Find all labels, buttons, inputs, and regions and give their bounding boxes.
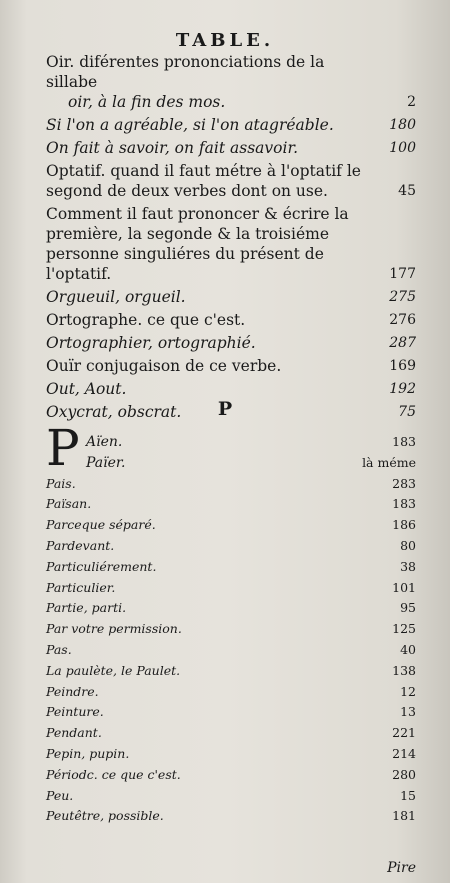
page-number: 138 bbox=[392, 662, 416, 678]
entry-text: Optatif. quand il faut métre à l'optatif le segond de deux verbes dont on use. bbox=[46, 162, 361, 200]
entry-text: Partie, parti. bbox=[46, 600, 127, 616]
index-entry bbox=[46, 598, 416, 619]
index-entry bbox=[46, 578, 416, 599]
page-number: 280 bbox=[392, 766, 416, 782]
page-number: 12 bbox=[400, 683, 416, 699]
page-number: 186 bbox=[392, 517, 416, 533]
page-number: 75 bbox=[398, 404, 416, 420]
page-number: 181 bbox=[392, 808, 416, 824]
entry-text: Peutêtre, possible. bbox=[46, 808, 164, 824]
index-entry bbox=[46, 356, 416, 376]
entry-text: Aïen. bbox=[86, 434, 123, 450]
index-entry bbox=[46, 453, 416, 474]
section-letter: P bbox=[217, 398, 233, 420]
entry-text: Peu. bbox=[46, 787, 74, 803]
page-number: 287 bbox=[389, 335, 416, 351]
entry-text: Peindre. bbox=[46, 683, 99, 699]
catchword: Pire bbox=[387, 860, 416, 876]
page-number: 177 bbox=[389, 266, 416, 282]
index-entry bbox=[46, 432, 416, 453]
page-number: là méme bbox=[362, 454, 416, 470]
entry-text: Pais. bbox=[46, 475, 76, 491]
index-entry bbox=[46, 765, 416, 786]
page-number: 180 bbox=[389, 117, 416, 133]
entry-text: Oir. diférentes prononciations de la sillabe bbox=[46, 53, 325, 91]
index-entry bbox=[46, 161, 416, 201]
page-number: 192 bbox=[389, 381, 416, 397]
index-entry bbox=[46, 474, 416, 495]
entry-text: On fait à savoir, on fait assavoir. bbox=[46, 139, 299, 157]
index-entry bbox=[46, 619, 416, 640]
entry-subtext: oir, à la fin des mos. bbox=[68, 93, 226, 111]
page-number: 183 bbox=[392, 434, 416, 449]
entry-text: Particulier. bbox=[46, 579, 116, 595]
index-entry bbox=[46, 115, 416, 135]
entry-text: La paulète, le Paulet. bbox=[46, 662, 181, 678]
page-number: 2 bbox=[407, 94, 416, 110]
index-entry bbox=[46, 640, 416, 661]
page-number: 13 bbox=[400, 704, 416, 720]
o-entries bbox=[46, 52, 416, 425]
entry-text: Païsan. bbox=[46, 496, 92, 512]
entry-text: Pas. bbox=[46, 641, 72, 657]
page-number: 221 bbox=[392, 725, 416, 741]
page-number: 275 bbox=[389, 289, 416, 305]
page-number: 125 bbox=[392, 621, 416, 637]
page-number: 80 bbox=[400, 537, 416, 553]
index-entry bbox=[46, 333, 416, 353]
index-entry bbox=[46, 806, 416, 827]
entry-text: Comment il faut prononcer & écrire la première, la segonde & la troisiéme personne singuliéres du présent de l'optatif. bbox=[46, 205, 349, 283]
page-number: 214 bbox=[392, 745, 416, 761]
entry-text: Ouïr conjugaison de ce verbe. bbox=[46, 357, 282, 375]
page-number: 95 bbox=[400, 600, 416, 616]
entry-text: Out, Aout. bbox=[46, 380, 127, 398]
index-entry bbox=[46, 287, 416, 307]
page-number: 283 bbox=[392, 475, 416, 491]
index-entry bbox=[46, 379, 416, 399]
index-entry bbox=[46, 723, 416, 744]
page-number: 100 bbox=[389, 140, 416, 156]
drop-cap: P bbox=[46, 419, 80, 477]
index-entry bbox=[46, 744, 416, 765]
index-entry bbox=[46, 661, 416, 682]
entry-text: Particuliérement. bbox=[46, 558, 157, 574]
page-number: 38 bbox=[400, 558, 416, 574]
page-number: 183 bbox=[392, 496, 416, 512]
entry-text: Par votre permission. bbox=[46, 621, 182, 637]
entry-text: Païer. bbox=[86, 454, 126, 471]
index-entry bbox=[46, 515, 416, 536]
index-entry bbox=[46, 138, 416, 158]
entry-text: Pendant. bbox=[46, 725, 102, 741]
index-entry bbox=[46, 786, 416, 807]
index-entry bbox=[46, 310, 416, 330]
index-entry bbox=[46, 536, 416, 557]
entry-text: Ortographier, ortographié. bbox=[46, 334, 256, 352]
index-entry bbox=[46, 702, 416, 723]
index-entry bbox=[46, 494, 416, 515]
p-entries bbox=[46, 432, 416, 827]
entry-text: Peinture. bbox=[46, 704, 104, 720]
page-number: 169 bbox=[389, 358, 416, 374]
page-number: 276 bbox=[389, 312, 416, 328]
page-header: TABLE. bbox=[175, 30, 275, 51]
entry-text: Ortographe. ce que c'est. bbox=[46, 311, 246, 329]
page-number: 15 bbox=[400, 787, 416, 803]
entry-text: Orgueuil, orgueil. bbox=[46, 288, 186, 306]
entry-text: Oxycrat, obscrat. bbox=[46, 403, 182, 421]
page-number: 45 bbox=[398, 183, 416, 199]
page-number: 40 bbox=[400, 641, 416, 657]
index-entry bbox=[46, 52, 416, 112]
entry-text: Parceque séparé. bbox=[46, 517, 156, 533]
index-entry bbox=[46, 682, 416, 703]
entry-text: Périodc. ce que c'est. bbox=[46, 766, 181, 782]
entry-text: Pardevant. bbox=[46, 537, 115, 553]
index-entry bbox=[46, 557, 416, 578]
index-entry bbox=[46, 204, 416, 284]
page-number: 101 bbox=[392, 579, 416, 595]
entry-text: Pepin, pupin. bbox=[46, 745, 130, 761]
entry-text: Si l'on a agréable, si l'on atagréable. bbox=[46, 116, 334, 134]
